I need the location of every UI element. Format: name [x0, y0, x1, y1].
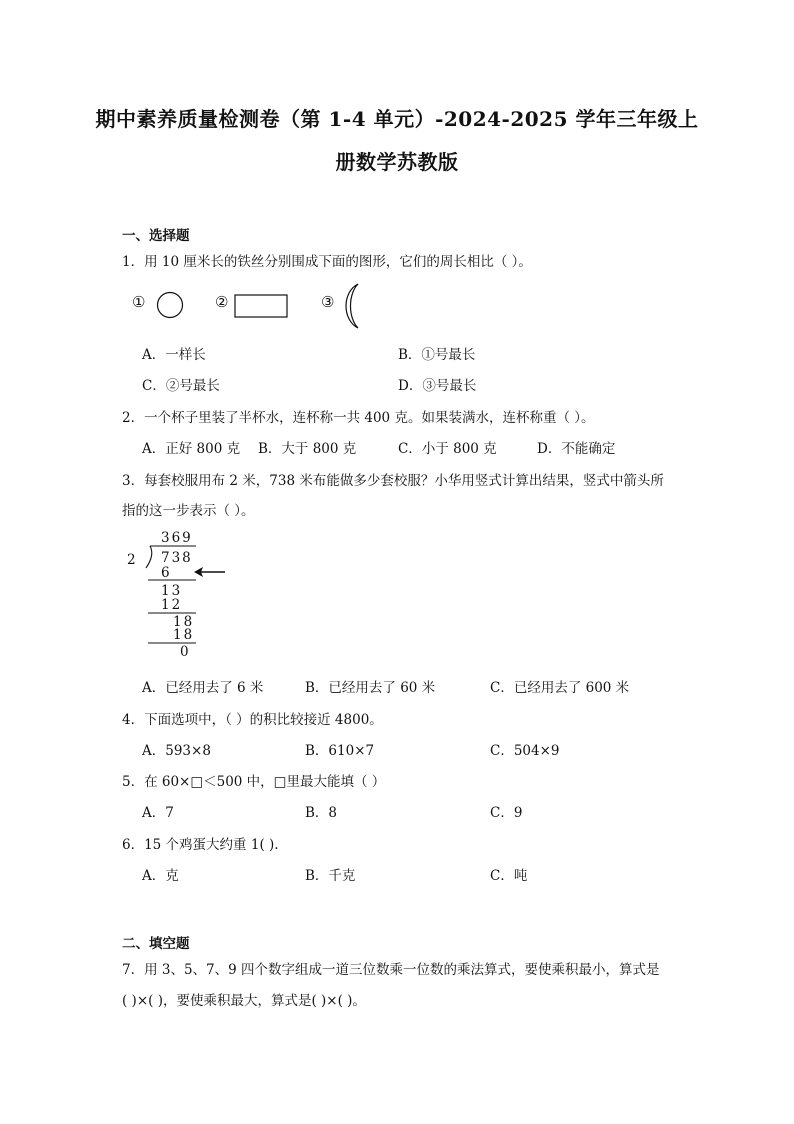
figure-label-2: ②	[215, 293, 229, 311]
q1-option-c[interactable]: C．②号最长	[142, 378, 220, 394]
q4-option-a[interactable]: A．593×8	[142, 743, 211, 759]
q2-option-c[interactable]: C．小于 800 克	[398, 441, 497, 457]
q6-option-b[interactable]: B．千克	[305, 868, 356, 884]
q2-option-a[interactable]: A．正好 800 克	[142, 441, 241, 457]
q3-option-b[interactable]: B．已经用去了 60 米	[305, 680, 436, 696]
division-step-3: 12	[161, 597, 183, 613]
section-heading-choice: 一、选择题	[122, 228, 190, 244]
division-remainder: 0	[180, 644, 189, 660]
page-title-line2: 册数学苏教版	[335, 150, 459, 174]
question-3-text-line1: 3．每套校服用布 2 米，738 米布能做多少套校服？小华用竖式计算出结果，竖式中箭头所	[122, 473, 664, 489]
q5-option-b[interactable]: B．8	[305, 805, 338, 821]
q1-option-d[interactable]: D．③号最长	[398, 378, 477, 394]
division-step-5: 18	[173, 627, 195, 643]
q3-option-a[interactable]: A．已经用去了 6 米	[142, 680, 264, 696]
rectangle-figure	[234, 294, 290, 320]
q1-option-a[interactable]: A．一样长	[142, 347, 206, 363]
arrow-left-icon	[193, 565, 227, 579]
question-7-text-line2: ( )×( )，要使乘积最大，算式是( )×( )。	[122, 993, 366, 1009]
question-2-text: 2．一个杯子里装了半杯水，连杯称一共 400 克。如果装满水，连杯称重（ ）。	[122, 410, 595, 426]
q2-option-d[interactable]: D．不能确定	[537, 441, 616, 457]
q4-option-c[interactable]: C．504×9	[490, 743, 560, 759]
division-divisor: 2	[127, 552, 136, 568]
page-title: 期中素养质量检测卷（第 1-4 单元）-2024-2025 学年三年级上	[95, 107, 699, 131]
question-1-text: 1．用 10 厘米长的铁丝分别围成下面的图形，它们的周长相比（ ）。	[122, 254, 532, 270]
question-6-text: 6．15 个鸡蛋大约重 1( ).	[122, 837, 279, 853]
q3-option-c[interactable]: C．已经用去了 600 米	[490, 680, 630, 696]
figure-label-1: ①	[132, 293, 146, 311]
question-5-text: 5．在 60×□＜500 中，□里最大能填（ ）	[122, 774, 386, 790]
question-3-text-line2: 指的这一步表示（ ）。	[122, 503, 255, 519]
figure-label-3: ③	[321, 293, 335, 311]
section-heading-fill: 二、填空题	[122, 936, 190, 952]
q6-option-a[interactable]: A．克	[142, 868, 179, 884]
division-bracket-and-lines	[138, 540, 238, 645]
q6-option-c[interactable]: C．吨	[490, 868, 528, 884]
division-step-2: 13	[161, 583, 183, 599]
q2-option-b[interactable]: B．大于 800 克	[258, 441, 357, 457]
q5-option-c[interactable]: C．9	[490, 805, 523, 821]
q5-option-a[interactable]: A．7	[142, 805, 174, 821]
q1-option-b[interactable]: B．①号最长	[398, 347, 476, 363]
division-quotient: 369	[161, 530, 193, 546]
circle-figure	[155, 290, 185, 320]
crescent-figure	[338, 282, 366, 330]
division-dividend: 738	[161, 550, 193, 566]
question-4-text: 4．下面选项中，（ ）的积比较接近 4800。	[122, 712, 383, 728]
division-step-1: 6	[161, 565, 170, 581]
division-step-4: 18	[173, 614, 195, 630]
question-7-text-line1: 7．用 3、5、7、9 四个数字组成一道三位数乘一位数的乘法算式，要使乘积最小，算式是	[122, 962, 660, 978]
q4-option-b[interactable]: B．610×7	[305, 743, 375, 759]
